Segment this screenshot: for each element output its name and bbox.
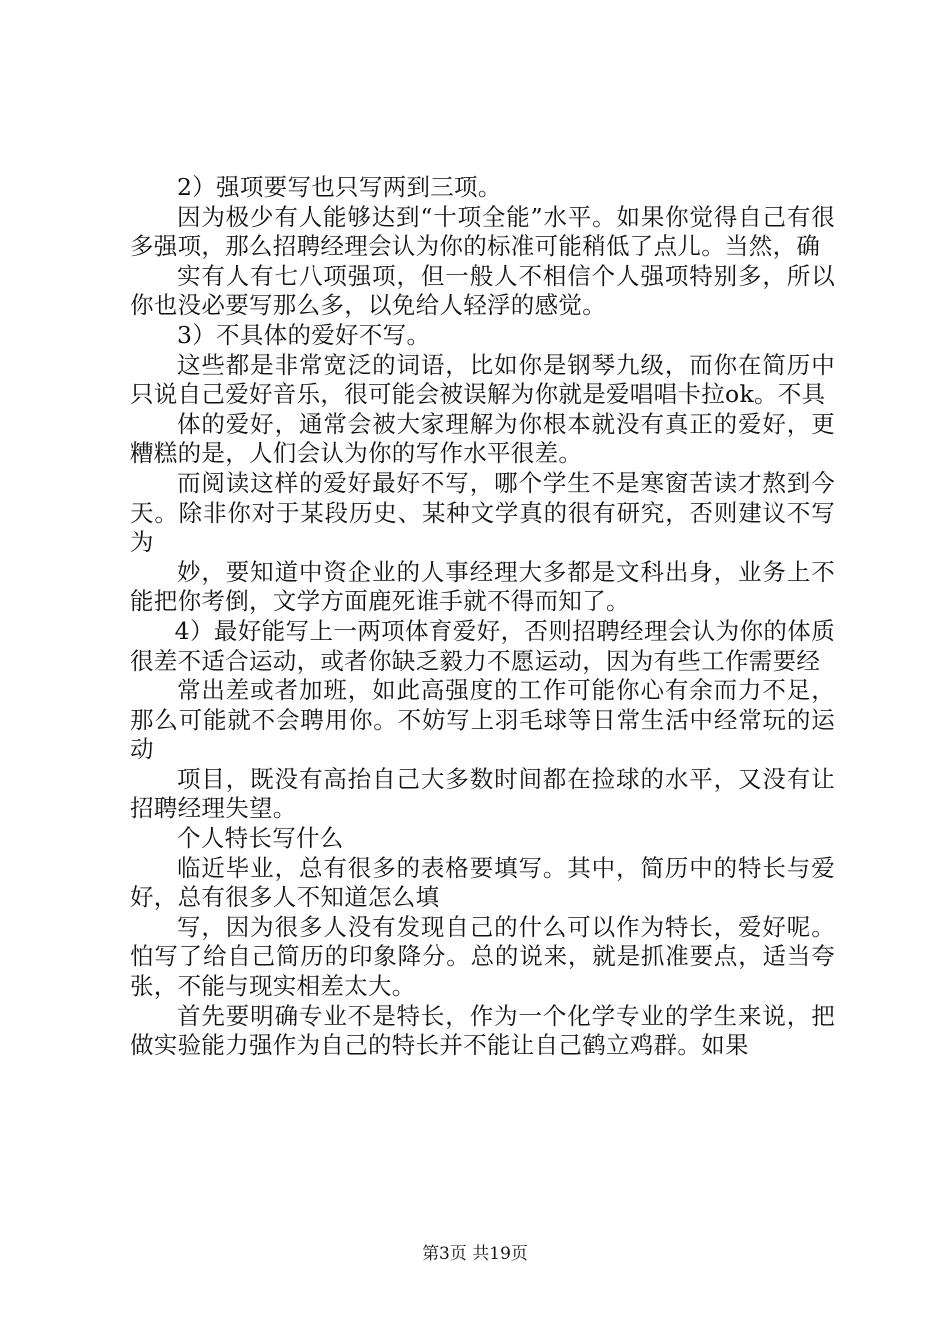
- paragraph: 写，因为很多人没有发现自己的什么可以作为特长，爱好呢。怕写了给自己简历的印象降分。总的说来，就是抓准要点，适当夸张，不能与现实相差太大。: [130, 912, 835, 1001]
- paragraph: 因为极少有人能够达到“十项全能”水平。如果你觉得自己有很多强项，那么招聘经理会认为你的标准可能稍低了点儿。当然，确: [130, 202, 835, 261]
- paragraph: 妙，要知道中资企业的人事经理大多都是文科出身，业务上不能把你考倒，文学方面鹿死谁手就不得而知了。: [130, 557, 835, 616]
- paragraph: 而阅读这样的爱好最好不写，哪个学生不是寒窗苦读才熬到今天。除非你对于某段历史、某种文学真的很有研究，否则建议不写为: [130, 468, 835, 557]
- page-number-footer: 第3页 共19页: [422, 1244, 528, 1264]
- paragraph-sports-heading: 4）最好能写上一两项体育爱好，否则招聘经理会认为你的体质很差不适合运动，或者你缺乏毅力不愿运动，因为有些工作需要经: [130, 616, 835, 675]
- paragraph-strengths-heading: 2）强项要写也只写两到三项。: [177, 173, 502, 201]
- section-heading: 个人特长写什么: [177, 824, 344, 853]
- paragraph: 项目，既没有高抬自己大多数时间都在捡球的水平，又没有让招聘经理失望。: [130, 764, 835, 823]
- document-body: [130, 173, 835, 1061]
- paragraph-hobbies-heading: 3）不具体的爱好不写。: [177, 320, 431, 349]
- paragraph: 体的爱好，通常会被大家理解为你根本就没有真正的爱好，更糟糕的是，人们会认为你的写作水平很差。: [130, 409, 835, 468]
- paragraph: 首先要明确专业不是特长，作为一个化学专业的学生来说，把做实验能力强作为自己的特长并不能让自己鹤立鸡群。如果: [130, 1001, 835, 1060]
- paragraph: 实有人有七八项强项，但一般人不相信个人强项特别多，所以你也没必要写那么多，以免给人轻浮的感觉。: [130, 261, 835, 320]
- paragraph: 临近毕业，总有很多的表格要填写。其中，简历中的特长与爱好，总有很多人不知道怎么填: [130, 853, 835, 912]
- paragraph: 常出差或者加班，如此高强度的工作可能你心有余而力不足，那么可能就不会聘用你。不妨写上羽毛球等日常生活中经常玩的运动: [130, 676, 835, 764]
- paragraph: 这些都是非常宽泛的词语，比如你是钢琴九级，而你在简历中只说自己爱好音乐，很可能会被误解为你就是爱唱唱卡拉ok。不具: [130, 350, 835, 409]
